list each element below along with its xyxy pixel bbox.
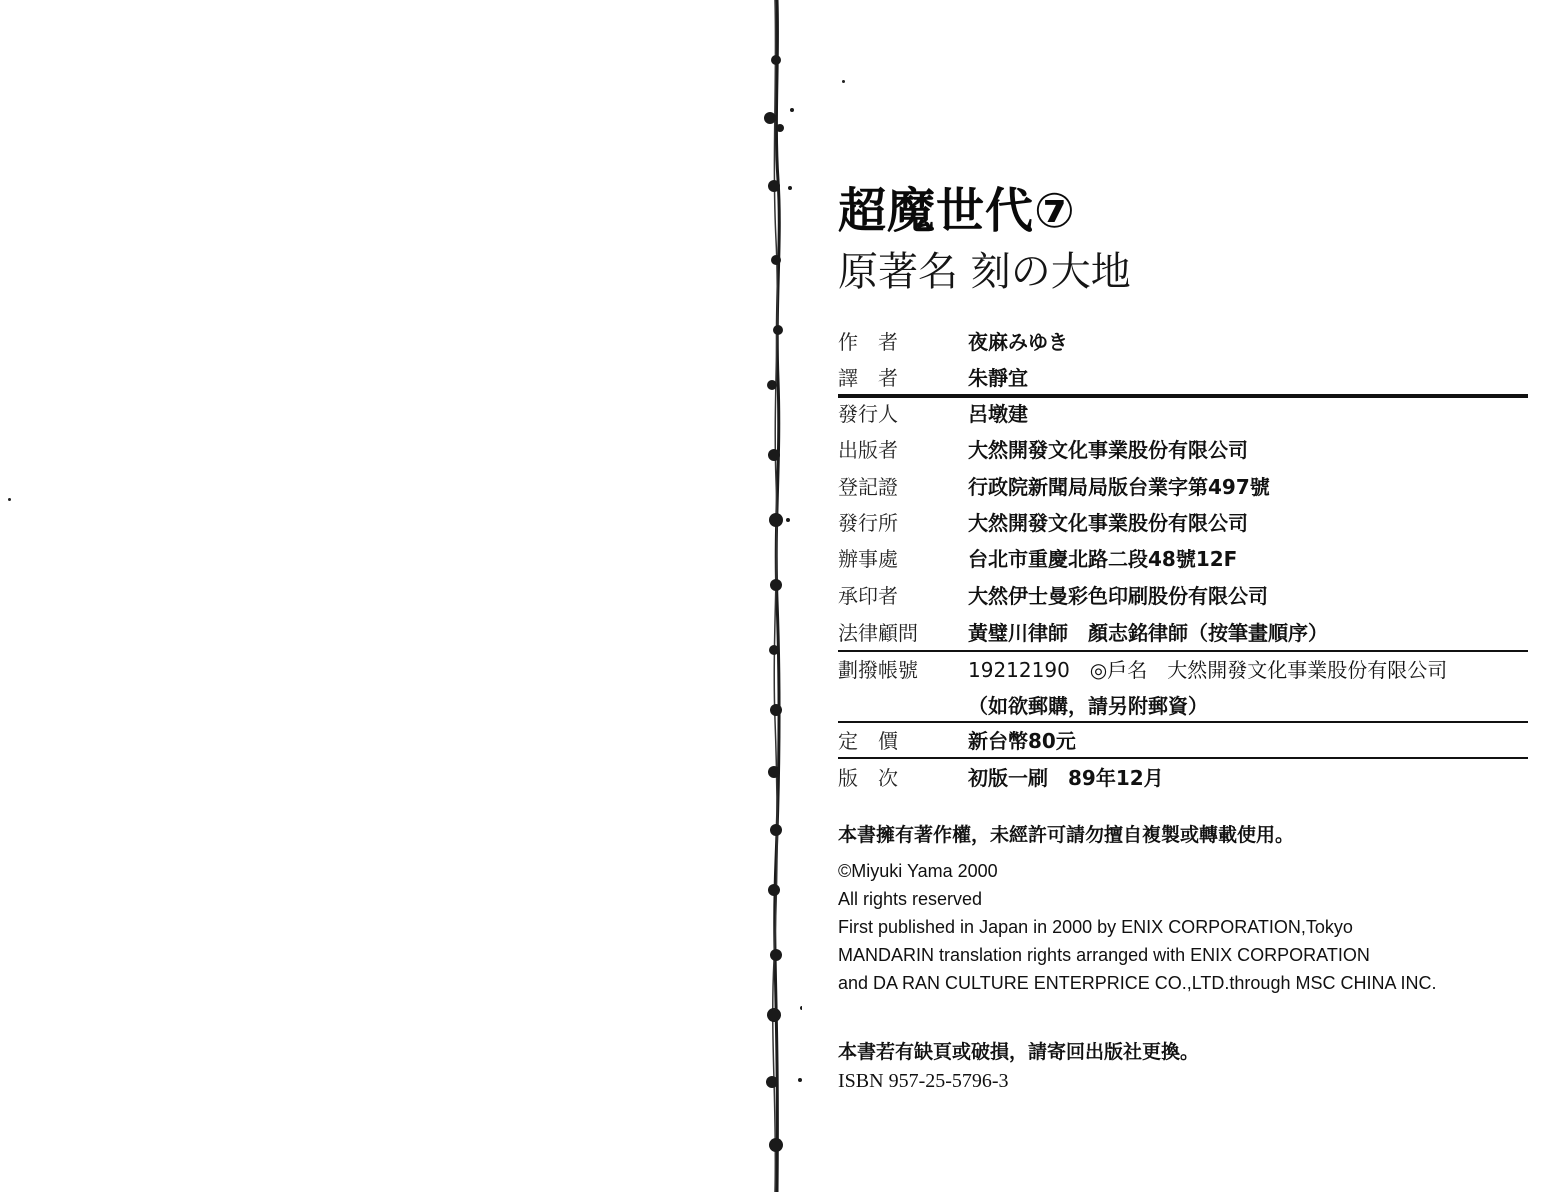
credit-value: 行政院新聞局局版台業字第497號 — [968, 474, 1270, 499]
binding-thread-graphic — [762, 0, 802, 1192]
credit-value: 初版一刷 89年12月 — [968, 765, 1164, 790]
credit-label: 作 者 — [838, 329, 898, 354]
english-copyright-line: First published in Japan in 2000 by ENIX CORPORATION,Tokyo — [838, 917, 1353, 937]
credit-row-printer — [838, 576, 1528, 612]
credit-label: 版 次 — [838, 765, 898, 790]
credit-label: 定 價 — [838, 728, 898, 753]
credit-label: 發行人 — [838, 401, 898, 426]
credit-row-edition — [838, 758, 1528, 794]
copyright-block — [838, 820, 1518, 1093]
isbn: ISBN 957-25-5796-3 — [838, 1070, 1009, 1092]
credit-row-distributor — [838, 503, 1528, 539]
english-copyright-line: MANDARIN translation rights arranged with ENIX CORPORATION — [838, 945, 1370, 965]
credit-label: 法律顧問 — [838, 620, 918, 645]
binding-spine — [762, 0, 802, 1192]
credit-label: 出版者 — [838, 437, 898, 462]
copyright-notice: 本書擁有著作權，未經許可請勿擅自複製或轉載使用。 — [838, 824, 1295, 846]
scan-speck — [8, 498, 11, 501]
scan-speck — [842, 80, 845, 83]
credit-row-office — [838, 539, 1528, 575]
credit-label: 承印者 — [838, 583, 898, 608]
credit-value: 朱靜宜 — [968, 365, 1028, 390]
credit-value: 大然開發文化事業股份有限公司 — [968, 510, 1248, 535]
credit-value: 19212190 ◎戶名 大然開發文化事業股份有限公司 — [968, 657, 1448, 682]
credit-value: 黃璧川律師 顏志銘律師（按筆畫順序） — [968, 620, 1328, 645]
credit-label: 譯 者 — [838, 365, 898, 390]
credit-value: 台北市重慶北路二段48號12F — [968, 546, 1238, 571]
english-copyright-line: ©Miyuki Yama 2000 — [838, 861, 998, 881]
english-copyright-line: and DA RAN CULTURE ENTERPRICE CO.,LTD.through MSC CHINA INC. — [838, 973, 1437, 993]
credit-label: 劃撥帳號 — [838, 657, 918, 682]
replacement-notice: 本書若有缺頁或破損，請寄回出版社更換。 — [838, 1041, 1200, 1063]
credit-row-mail-order — [838, 686, 1528, 722]
credit-label: 登記證 — [838, 474, 898, 499]
credit-value: 新台幣80元 — [968, 728, 1076, 753]
credit-value: 大然伊士曼彩色印刷股份有限公司 — [968, 583, 1268, 608]
credit-row-legal — [838, 613, 1528, 649]
credit-value: 大然開發文化事業股份有限公司 — [968, 437, 1248, 462]
credit-value: 呂墩建 — [968, 401, 1028, 426]
credit-row-translator — [838, 358, 1528, 394]
credit-value: （如欲郵購，請另附郵資） — [968, 693, 1208, 718]
book-title: 超魔世代⑦ — [838, 183, 1076, 239]
credit-row-publisher — [838, 430, 1528, 466]
credit-label: 發行所 — [838, 510, 898, 535]
credit-row-account — [838, 650, 1528, 686]
credit-label: 辦事處 — [838, 546, 898, 571]
credit-row-registration — [838, 467, 1528, 503]
credit-value: 夜麻みゆき — [968, 329, 1068, 354]
credit-row-author — [838, 322, 1528, 358]
credit-row-publisher-person — [838, 394, 1528, 430]
credit-row-price — [838, 721, 1528, 757]
original-title: 原著名 刻の大地 — [838, 249, 1131, 295]
english-copyright-line: All rights reserved — [838, 889, 983, 909]
